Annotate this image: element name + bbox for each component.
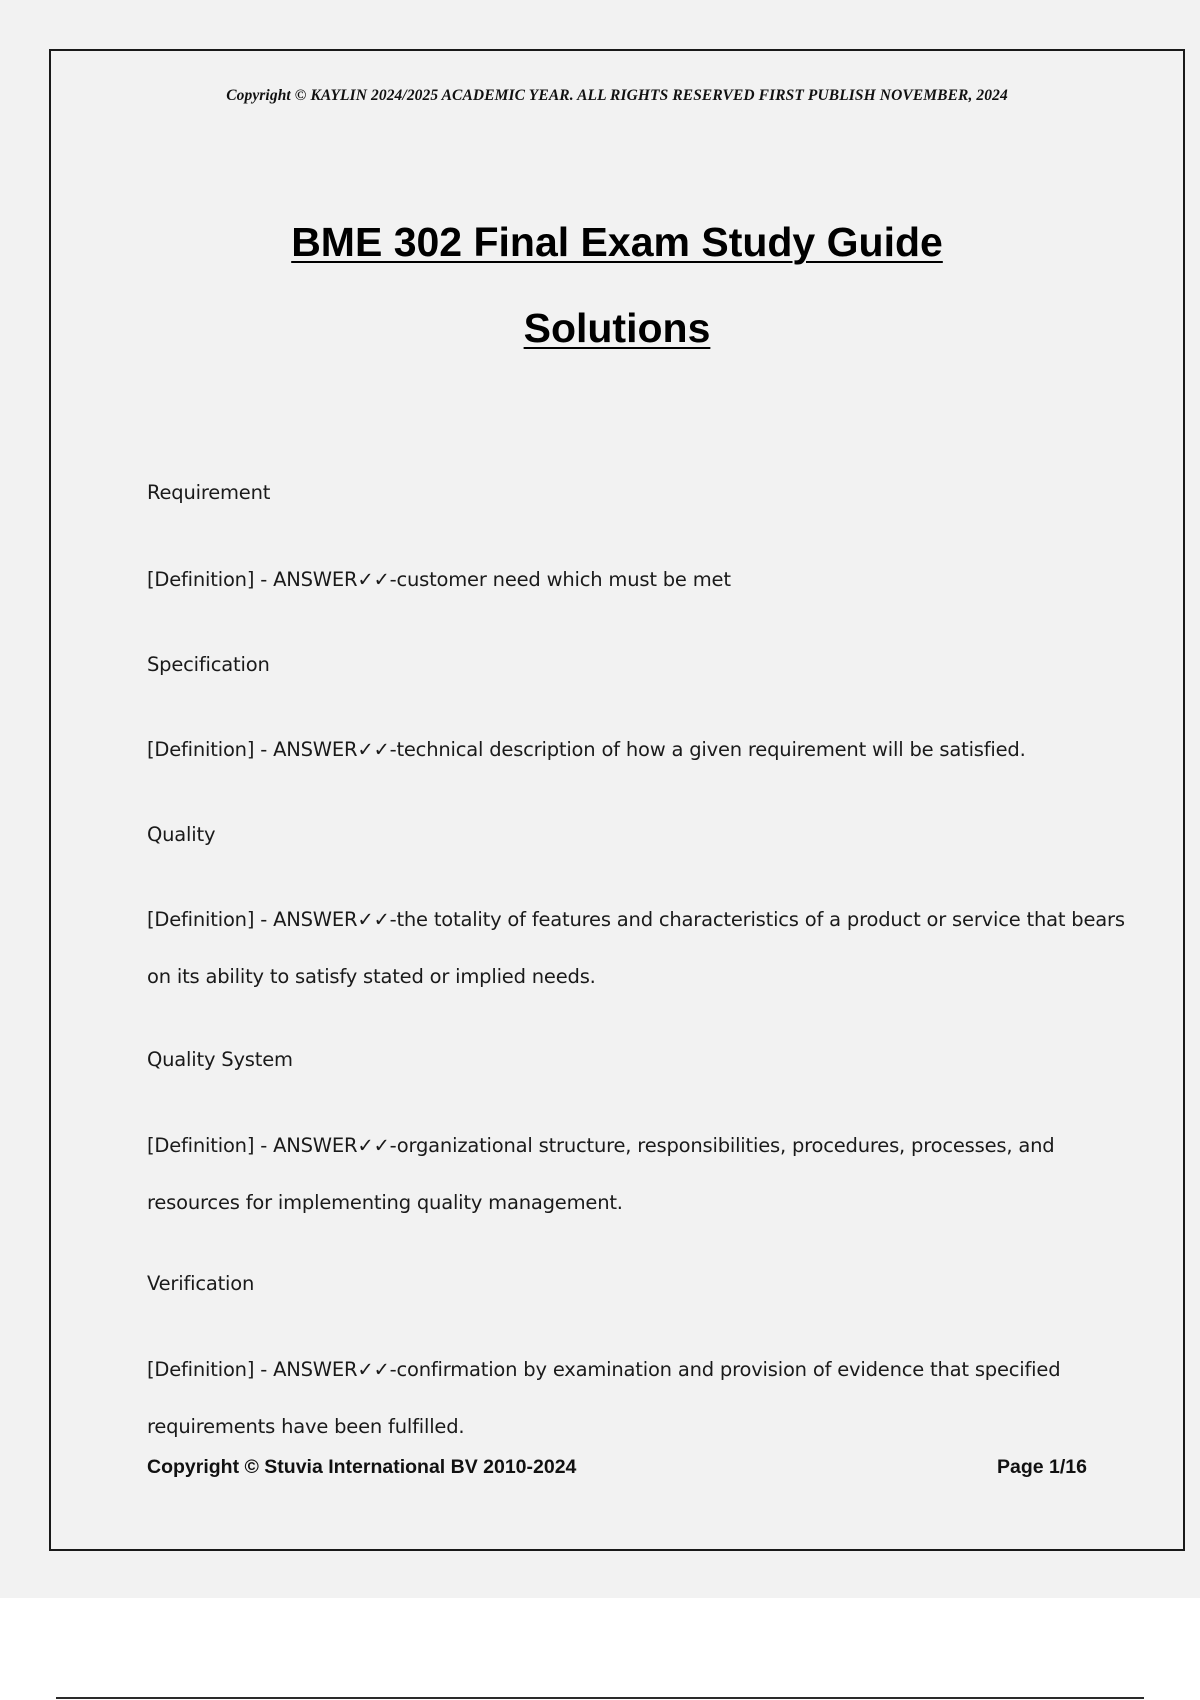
document-page	[49, 49, 1185, 1551]
entry-definition-continued: requirements have been fulfilled.	[147, 1415, 465, 1438]
entry-definition-continued: on its ability to satisfy stated or implied needs.	[147, 965, 596, 988]
entry-term: Specification	[147, 653, 270, 676]
entry-term: Quality	[147, 823, 216, 846]
entry-definition: [Definition] - ANSWER✓✓-customer need which must be met	[147, 568, 731, 591]
page-title-text-2: Solutions	[523, 305, 711, 351]
next-page-top-rule	[56, 1697, 1144, 1699]
entry-term: Verification	[147, 1272, 255, 1295]
entry-definition: [Definition] - ANSWER✓✓-technical description of how a given requirement will be satisfied.	[147, 738, 1026, 761]
entry-term: Quality System	[147, 1048, 293, 1071]
entry-definition: [Definition] - ANSWER✓✓-organizational structure, responsibilities, procedures, processes, and	[147, 1134, 1055, 1157]
entry-definition-continued: resources for implementing quality management.	[147, 1191, 623, 1214]
entry-definition: [Definition] - ANSWER✓✓-confirmation by examination and provision of evidence that specified	[147, 1358, 1061, 1381]
entry-definition: [Definition] - ANSWER✓✓-the totality of features and characteristics of a product or service that bears	[147, 908, 1125, 931]
entry-term: Requirement	[147, 481, 271, 504]
page-title-text-1: BME 302 Final Exam Study Guide	[291, 219, 943, 265]
page-number: Page 1/16	[997, 1456, 1087, 1478]
header-copyright: Copyright © KAYLIN 2024/2025 ACADEMIC YEAR. ALL RIGHTS RESERVED FIRST PUBLISH NOVEMBER, 2024	[226, 87, 1008, 104]
footer-copyright: Copyright © Stuvia International BV 2010-2024	[147, 1456, 577, 1478]
page-title-line-1	[51, 219, 1183, 266]
page-title-line-2	[51, 305, 1183, 352]
